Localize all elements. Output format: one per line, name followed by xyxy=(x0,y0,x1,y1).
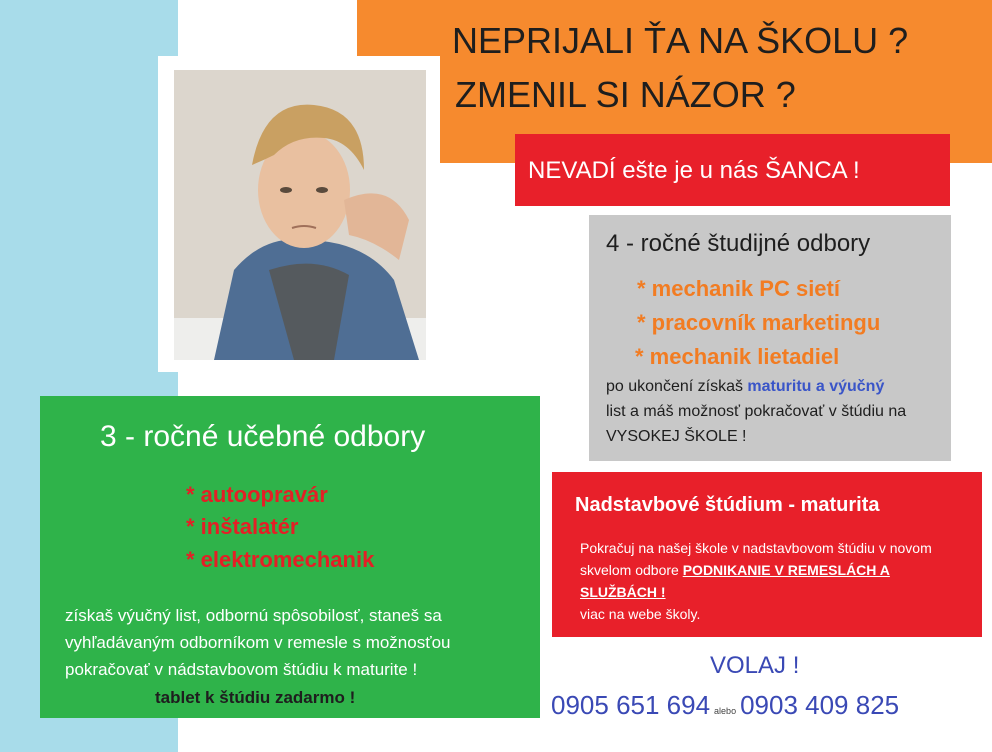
phone-number-1[interactable]: 0905 651 694 xyxy=(551,690,711,720)
call-to-action: VOLAJ ! xyxy=(710,652,800,679)
three-year-program-item: * elektromechanik xyxy=(186,547,375,572)
four-year-programs-title: 4 - ročné študijné odbory xyxy=(606,230,871,257)
four-year-body-prefix: po ukončení získaš xyxy=(606,378,748,395)
four-year-program-item: * pracovník marketingu xyxy=(637,310,881,335)
four-year-program-item: * mechanik PC sietí xyxy=(637,276,840,301)
phone-number-2[interactable]: 0903 409 825 xyxy=(740,690,900,720)
four-year-program-item: * mechanik lietadiel xyxy=(635,344,840,369)
four-year-body-suffix: list a máš možnosť pokračovať v štúdiu na VYSOKEJ ŠKOLE ! xyxy=(606,403,907,445)
three-year-programs-title: 3 - ročné učebné odbory xyxy=(100,420,426,453)
follow-up-study-title: Nadstavbové štúdium - maturita xyxy=(575,494,880,516)
phone-separator: alebo xyxy=(714,706,737,716)
four-year-body-highlight: maturitu a výučný xyxy=(747,378,885,395)
student-illustration xyxy=(174,70,426,360)
four-year-programs-description xyxy=(606,374,946,449)
follow-up-study-description xyxy=(580,537,960,625)
three-year-program-item: * inštalatér xyxy=(186,514,299,539)
chance-banner-text: NEVADÍ ešte je u nás ŠANCA ! xyxy=(528,157,860,184)
headline-line-1: NEPRIJALI ŤA NA ŠKOLU ? xyxy=(452,20,909,61)
follow-up-program-link[interactable]: PODNIKANIE V REMESLÁCH A SLUŽBÁCH ! xyxy=(580,562,890,600)
headline-line-2: ZMENIL SI NÁZOR ? xyxy=(455,74,796,115)
follow-up-body-prefix: Pokračuj na našej škole v nadstavbovom štúdiu v novom skvelom odbore xyxy=(580,540,932,578)
student-photo xyxy=(174,70,426,360)
follow-up-body-suffix: viac na webe školy. xyxy=(580,606,701,622)
phone-numbers xyxy=(551,690,899,721)
three-year-program-item: * autoopravár xyxy=(186,482,328,507)
free-tablet-note: tablet k štúdiu zadarmo ! xyxy=(155,688,356,707)
three-year-programs-description: získaš výučný list, odbornú spôsobilosť, staneš sa vyhľadávaným odborníkom v remesle s možnosťou pokračovať v nádstavbovom štúdiu k maturite ! xyxy=(65,606,451,679)
